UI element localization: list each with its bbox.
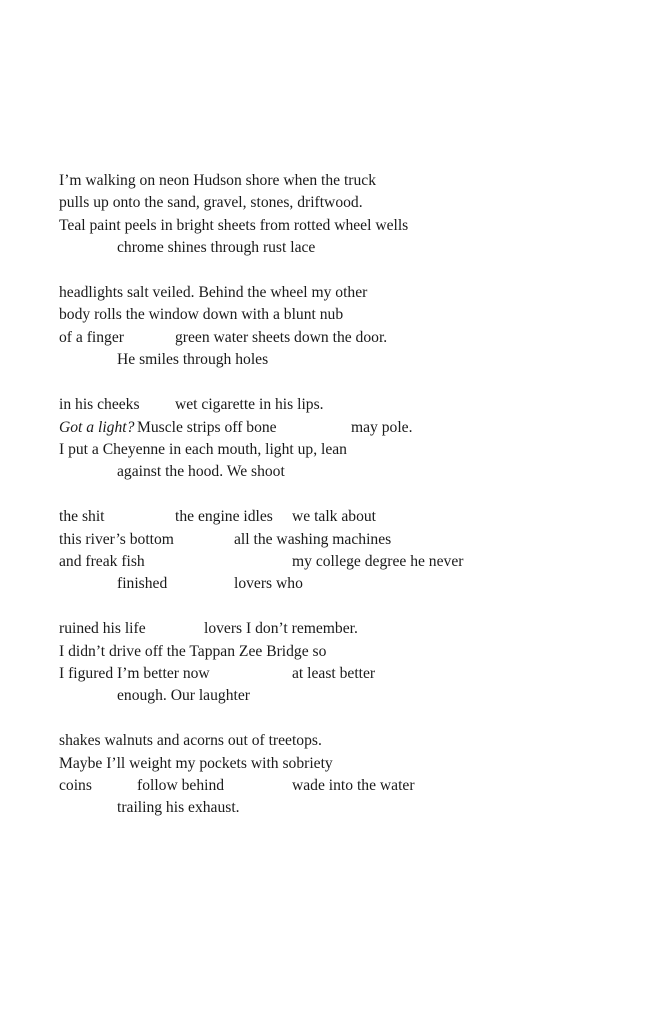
poem-line	[59, 775, 619, 797]
poem-line	[59, 215, 619, 237]
line-text: ruined his life	[59, 620, 146, 638]
stanza-4	[59, 506, 619, 596]
poem-line-indented	[59, 685, 619, 707]
line-text: I didn’t drive off the Tappan Zee Bridge so	[59, 642, 327, 660]
line-text: the shit	[59, 508, 105, 526]
line-text: of a finger	[59, 328, 124, 346]
line-text: enough. Our laughter	[117, 687, 250, 705]
line-text: wade into the water	[292, 777, 415, 795]
poem-line	[59, 730, 619, 752]
line-text: Muscle strips off bone	[137, 418, 277, 436]
line-text: may pole.	[351, 418, 413, 436]
poem-line	[59, 304, 619, 326]
poem-line	[59, 506, 619, 528]
stanza-3	[59, 394, 619, 484]
poem-line	[59, 753, 619, 775]
line-text: wet cigarette in his lips.	[175, 396, 324, 414]
poem-line	[59, 327, 619, 349]
line-text: I put a Cheyenne in each mouth, light up, lean	[59, 440, 347, 458]
line-text: lovers who	[234, 575, 303, 593]
poem-line-indented	[59, 349, 619, 371]
poem	[59, 170, 619, 842]
poem-line	[59, 439, 619, 461]
line-text: at least better	[292, 665, 376, 683]
poem-line-indented	[59, 237, 619, 259]
line-text: follow behind	[137, 777, 225, 795]
stanza-5	[59, 618, 619, 708]
line-text: we talk about	[292, 508, 377, 526]
line-text: I figured I’m better now	[59, 665, 210, 683]
line-text: the engine idles	[175, 508, 273, 526]
poem-line	[59, 641, 619, 663]
line-text: against the hood. We shoot	[117, 463, 285, 481]
line-text: Maybe I’ll weight my pockets with sobriety	[59, 754, 333, 772]
line-text: my college degree he never	[292, 552, 464, 570]
poem-line-indented	[59, 573, 619, 595]
line-text: body rolls the window down with a blunt nub	[59, 306, 344, 324]
line-text: green water sheets down the door.	[175, 328, 388, 346]
line-text: all the washing machines	[234, 530, 392, 548]
poem-line-indented	[59, 797, 619, 819]
line-text: chrome shines through rust lace	[117, 239, 316, 257]
line-text: Teal paint peels in bright sheets from rotted wheel wells	[59, 216, 409, 234]
line-text: in his cheeks	[59, 396, 140, 414]
line-text: I’m walking on neon Hudson shore when the truck	[59, 172, 377, 189]
line-text-italic: Got a light?	[59, 418, 135, 436]
line-text: trailing his exhaust.	[117, 799, 240, 817]
poem-line	[59, 529, 619, 551]
stanza-6	[59, 730, 619, 820]
poem-line	[59, 551, 619, 573]
poem-line	[59, 192, 619, 214]
line-text: headlights salt veiled. Behind the wheel my other	[59, 284, 368, 302]
poem-line	[59, 170, 619, 192]
poem-line	[59, 417, 619, 439]
poem-line	[59, 282, 619, 304]
line-text: finished	[117, 575, 168, 593]
poem-line	[59, 663, 619, 685]
stanza-2	[59, 282, 619, 372]
line-text: coins	[59, 777, 92, 795]
line-text: pulls up onto the sand, gravel, stones, driftwood.	[59, 194, 363, 212]
poem-line	[59, 394, 619, 416]
line-text: shakes walnuts and acorns out of treetops.	[59, 732, 322, 750]
line-text: this river’s bottom	[59, 530, 174, 548]
stanza-1	[59, 170, 619, 260]
line-text: and freak fish	[59, 552, 145, 570]
line-text: He smiles through holes	[117, 351, 269, 369]
poem-line	[59, 618, 619, 640]
line-text: lovers I don’t remember.	[204, 620, 358, 638]
poem-line-indented	[59, 461, 619, 483]
